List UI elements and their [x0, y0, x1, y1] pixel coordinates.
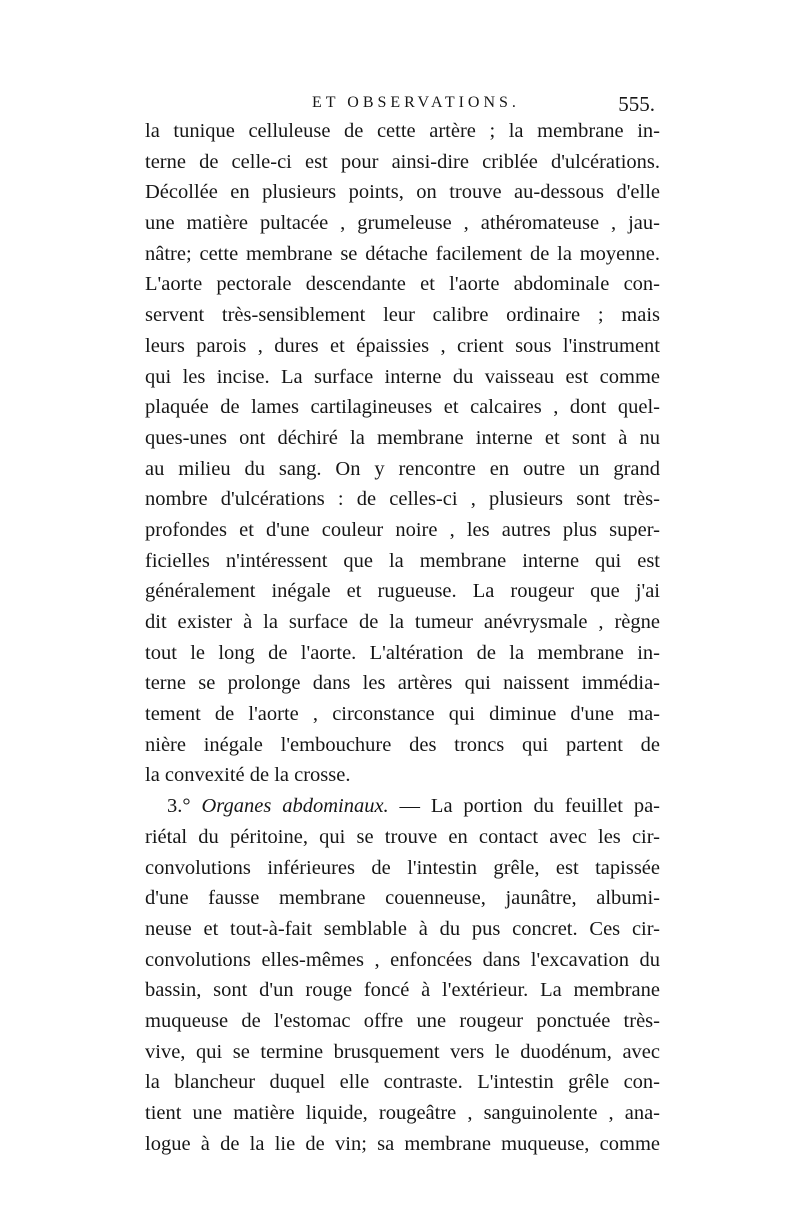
text-line: muqueuse de l'estomac offre une rougeur ponctuée très- — [145, 1009, 660, 1032]
text-line: terne se prolonge dans les artères qui naissent immédia- — [145, 672, 660, 695]
text-line: ficielles n'intéressent que la membrane interne qui est — [145, 549, 660, 572]
text-line: une matière pultacée , grumeleuse , athéromateuse , jau- — [145, 212, 660, 235]
section-opening-text: — La portion du feuillet pa- — [388, 795, 661, 818]
text-line: Décollée en plusieurs points, on trouve au-dessous d'elle — [145, 181, 660, 204]
text-line: leurs parois , dures et épaissies , crient sous l'instrument — [145, 334, 660, 357]
running-head: ET OBSERVATIONS. — [312, 94, 520, 111]
text-line: terne de celle-ci est pour ainsi-dire criblée d'ulcérations. — [145, 150, 660, 173]
text-line: plaquée de lames cartilagineuses et calcaires , dont quel- — [145, 396, 660, 419]
section-title: Organes abdominaux. — [201, 795, 389, 818]
text-line: neuse et tout-à-fait semblable à du pus concret. Ces cir- — [145, 917, 660, 940]
text-line: nombre d'ulcérations : de celles-ci , plusieurs sont très- — [145, 488, 660, 511]
text-line: la convexité de la crosse. — [145, 764, 351, 787]
text-line: bassin, sont d'un rouge foncé à l'extérieur. La membrane — [145, 979, 660, 1002]
text-line: dit exister à la surface de la tumeur anévrysmale , règne — [145, 611, 660, 633]
text-line: ques-unes ont déchiré la membrane interne et sont à nu — [145, 426, 660, 449]
text-line: généralement inégale et rugueuse. La rougeur que j'ai — [145, 580, 660, 603]
text-line: la tunique celluleuse de cette artère ; la membrane in- — [145, 120, 660, 142]
section-number: 3.° — [167, 795, 191, 818]
body-text — [145, 116, 660, 1159]
text-line: d'une fausse membrane couenneuse, jaunâtre, albumi- — [145, 887, 660, 910]
text-line: qui les incise. La surface interne du vaisseau est comme — [145, 365, 660, 388]
text-line: tement de l'aorte , circonstance qui diminue d'une ma- — [145, 703, 660, 726]
text-line: tout le long de l'aorte. L'altération de la membrane in- — [145, 641, 660, 664]
text-line: servent très-sensiblement leur calibre ordinaire ; mais — [145, 304, 660, 327]
text-line: tient une matière liquide, rougeâtre , sanguinolente , ana- — [145, 1102, 660, 1124]
section-heading-line — [145, 791, 660, 822]
text-line: convolutions elles-mêmes , enfoncées dans l'excavation du — [145, 948, 660, 971]
text-line: nâtre; cette membrane se détache facilement de la moyenne. — [145, 242, 660, 265]
text-line: nière inégale l'embouchure des troncs qui partent de — [145, 733, 660, 756]
text-line: riétal du péritoine, qui se trouve en contact avec les cir- — [145, 825, 660, 848]
text-line: L'aorte pectorale descendante et l'aorte abdominale con- — [145, 273, 660, 296]
text-line: profondes et d'une couleur noire , les autres plus super- — [145, 518, 660, 541]
page-number: 555. — [618, 92, 655, 116]
text-line: la blancheur duquel elle contraste. L'intestin grêle con- — [145, 1071, 660, 1094]
text-line: vive, qui se termine brusquement vers le duodénum, avec — [145, 1040, 660, 1063]
text-line: logue à de la lie de vin; sa membrane muqueuse, comme — [145, 1132, 660, 1155]
text-line: convolutions inférieures de l'intestin grêle, est tapissée — [145, 856, 660, 879]
text-line: au milieu du sang. On y rencontre en outre un grand — [145, 457, 660, 480]
